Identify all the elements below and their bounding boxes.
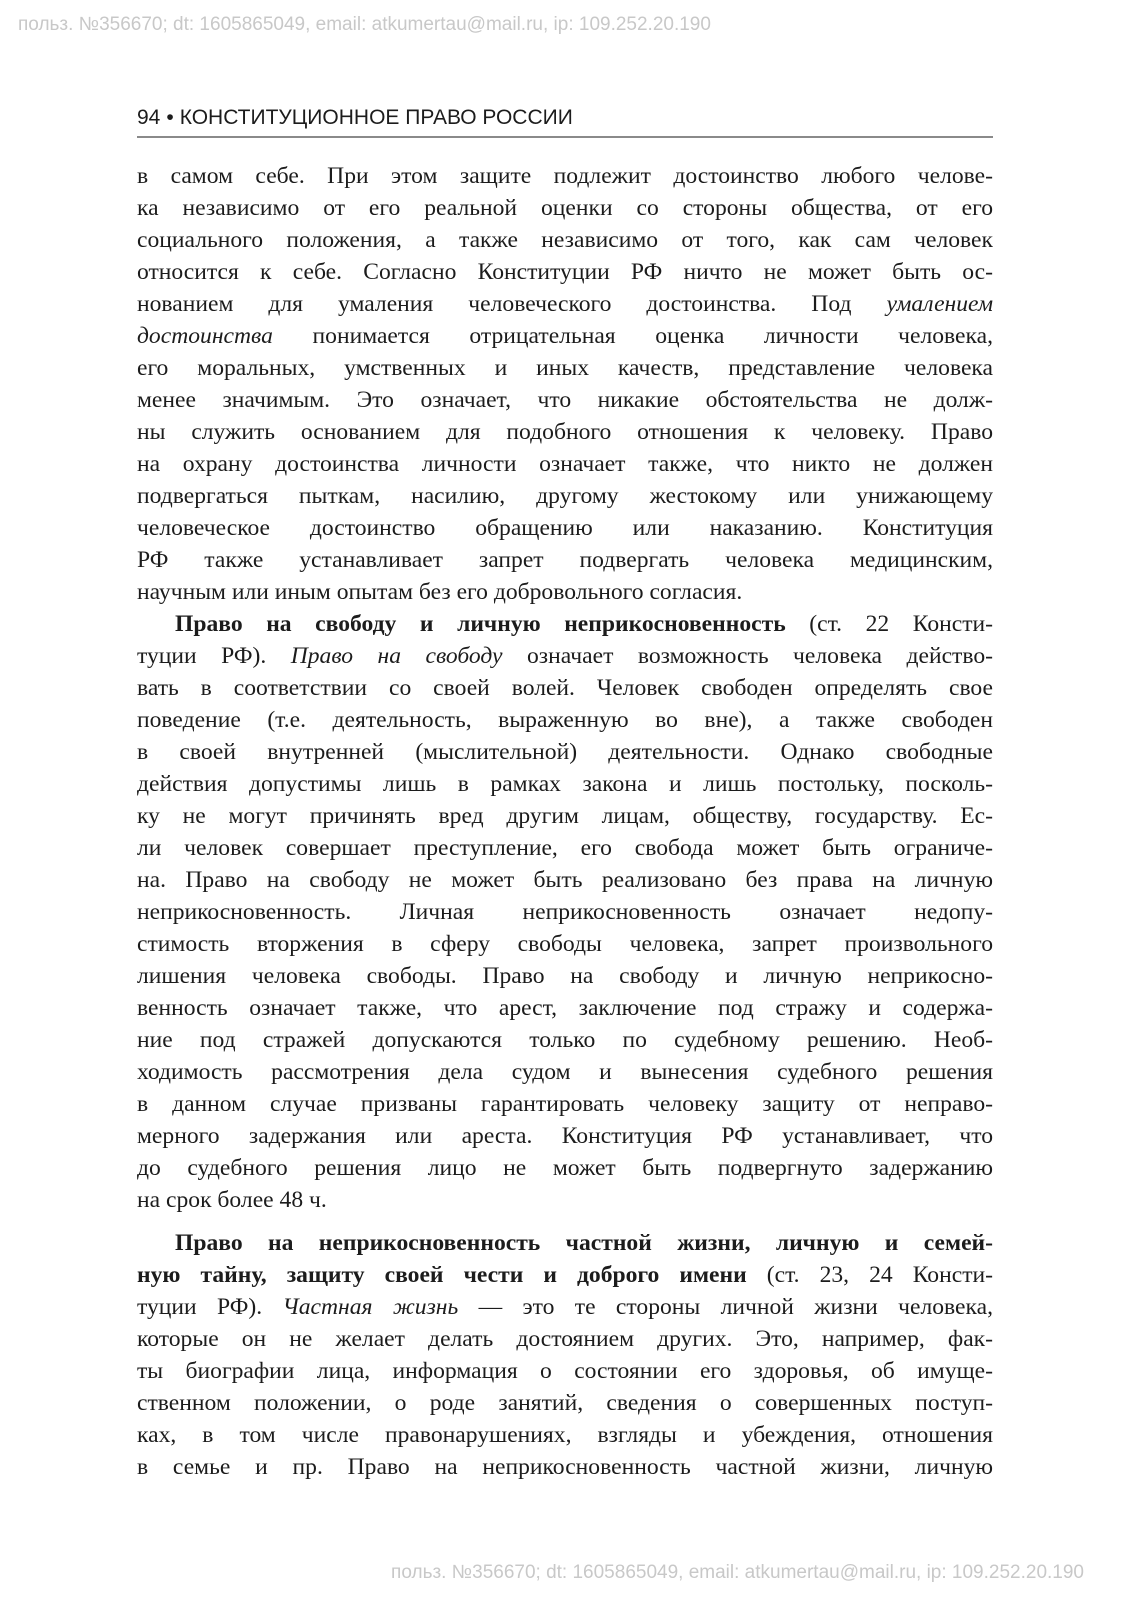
text-line: ка независимо от его реальной оценки со стороны общества, от его [137, 195, 993, 221]
text-line: менее значимым. Это означает, что никакие обстоятельства не долж- [137, 387, 993, 413]
italic-term: достоинства [137, 323, 273, 349]
text-line: научным или иным опытам без его добровольного согласия. [137, 579, 743, 605]
text-run: — это те стороны личной жизни человека, [478, 1294, 993, 1320]
book-title: КОНСТИТУЦИОННОЕ ПРАВО РОССИИ [179, 106, 573, 129]
text-line [137, 1227, 993, 1259]
watermark-bottom: польз. №356670; dt: 1605865049, email: atkumertau@mail.ru, ip: 109.252.20.190 [391, 1562, 1084, 1583]
text-line: ственном положении, о роде занятий, сведения о совершенных поступ- [137, 1390, 993, 1416]
text-line [137, 640, 993, 672]
text-run: означает возможность человека действо- [527, 643, 993, 669]
bold-heading: ную тайну, защиту своей чести и доброго имени [137, 1262, 747, 1288]
text-line [137, 1259, 993, 1291]
text-run: (ст. 23, 24 Консти- [766, 1262, 993, 1288]
text-line [137, 320, 993, 352]
text-run: (ст. 22 Консти- [809, 611, 993, 637]
text-line: венность означает также, что арест, заключение под стражу и содержа- [137, 995, 993, 1021]
text-line: подвергаться пыткам, насилию, другому жестокому или унижающему [137, 483, 993, 509]
text-line: в своей внутренней (мыслительной) деятельности. Однако свободные [137, 739, 993, 765]
text-line: человеческое достоинство обращению или наказанию. Конституция [137, 515, 993, 541]
text-line: социального положения, а также независимо от того, как сам человек [137, 227, 993, 253]
page-body [137, 160, 993, 1483]
paragraph-human-dignity [137, 160, 993, 608]
text-line: которые он не желает делать достоянием других. Это, например, фак- [137, 1326, 993, 1352]
text-line: на. Право на свободу не может быть реализовано без права на личную [137, 867, 993, 893]
italic-term: умалением [886, 291, 993, 317]
text-line: ние под стражей допускаются только по судебному решению. Необ- [137, 1027, 993, 1053]
watermark-top: польз. №356670; dt: 1605865049, email: atkumertau@mail.ru, ip: 109.252.20.190 [18, 14, 711, 35]
paragraph-right-to-liberty [137, 608, 993, 1216]
text-run: туции РФ). [137, 643, 267, 669]
text-line [137, 288, 993, 320]
header-separator: • [166, 106, 174, 129]
text-line: вать в соответствии со своей волей. Человек свободен определять свое [137, 675, 993, 701]
italic-term: Право на свободу [290, 643, 503, 669]
text-line: стимость вторжения в сферу свободы человека, запрет произвольного [137, 931, 993, 957]
bold-heading: Право на свободу и личную неприкосновенность [175, 611, 786, 637]
text-line: ках, в том числе правонарушениях, взгляды и убеждения, отношения [137, 1422, 993, 1448]
text-line: на срок более 48 ч. [137, 1187, 327, 1213]
text-line: ты биографии лица, информация о состоянии его здоровья, об имуще- [137, 1358, 993, 1384]
text-line: лишения человека свободы. Право на свободу и личную неприкосно- [137, 963, 993, 989]
text-line: ходимость рассмотрения дела судом и вынесения судебного решения [137, 1059, 993, 1085]
page-number: 94 [137, 106, 161, 129]
bold-heading: Право на неприкосновенность частной жизни, личную и семей- [175, 1230, 993, 1256]
text-line: на охрану достоинства личности означает также, что никто не должен [137, 451, 993, 477]
text-line: действия допустимы лишь в рамках закона и лишь постольку, посколь- [137, 771, 993, 797]
text-line: до судебного решения лицо не может быть подвергнуто задержанию [137, 1155, 993, 1181]
text-line: в данном случае призваны гарантировать человеку защиту от неправо- [137, 1091, 993, 1117]
text-line: в семье и пр. Право на неприкосновенность частной жизни, личную [137, 1454, 993, 1480]
running-header [137, 106, 993, 138]
text-run: понимается отрицательная оценка личности человека, [312, 323, 993, 349]
italic-term: Частная жизнь [282, 1294, 459, 1320]
text-line: в самом себе. При этом защите подлежит достоинство любого челове- [137, 163, 993, 189]
text-line: мерного задержания или ареста. Конституция РФ устанавливает, что [137, 1123, 993, 1149]
text-line: относится к себе. Согласно Конституции РФ ничто не может быть ос- [137, 259, 993, 285]
text-line: РФ также устанавливает запрет подвергать человека медицинским, [137, 547, 993, 573]
text-line: ны служить основанием для подобного отношения к человеку. Право [137, 419, 993, 445]
paragraph-right-to-privacy [137, 1227, 993, 1483]
text-line: ли человек совершает преступление, его свобода может быть ограниче- [137, 835, 993, 861]
text-line: поведение (т.е. деятельность, выраженную во вне), а также свободен [137, 707, 993, 733]
text-line: ку не могут причинять вред другим лицам, обществу, государству. Ес- [137, 803, 993, 829]
text-run: нованием для умаления человеческого достоинства. Под [137, 291, 852, 317]
text-line: неприкосновенность. Личная неприкосновенность означает недопу- [137, 899, 993, 925]
text-line: его моральных, умственных и иных качеств, представление человека [137, 355, 993, 381]
text-line [137, 1291, 993, 1323]
text-line [137, 608, 993, 640]
text-run: туции РФ). [137, 1294, 263, 1320]
